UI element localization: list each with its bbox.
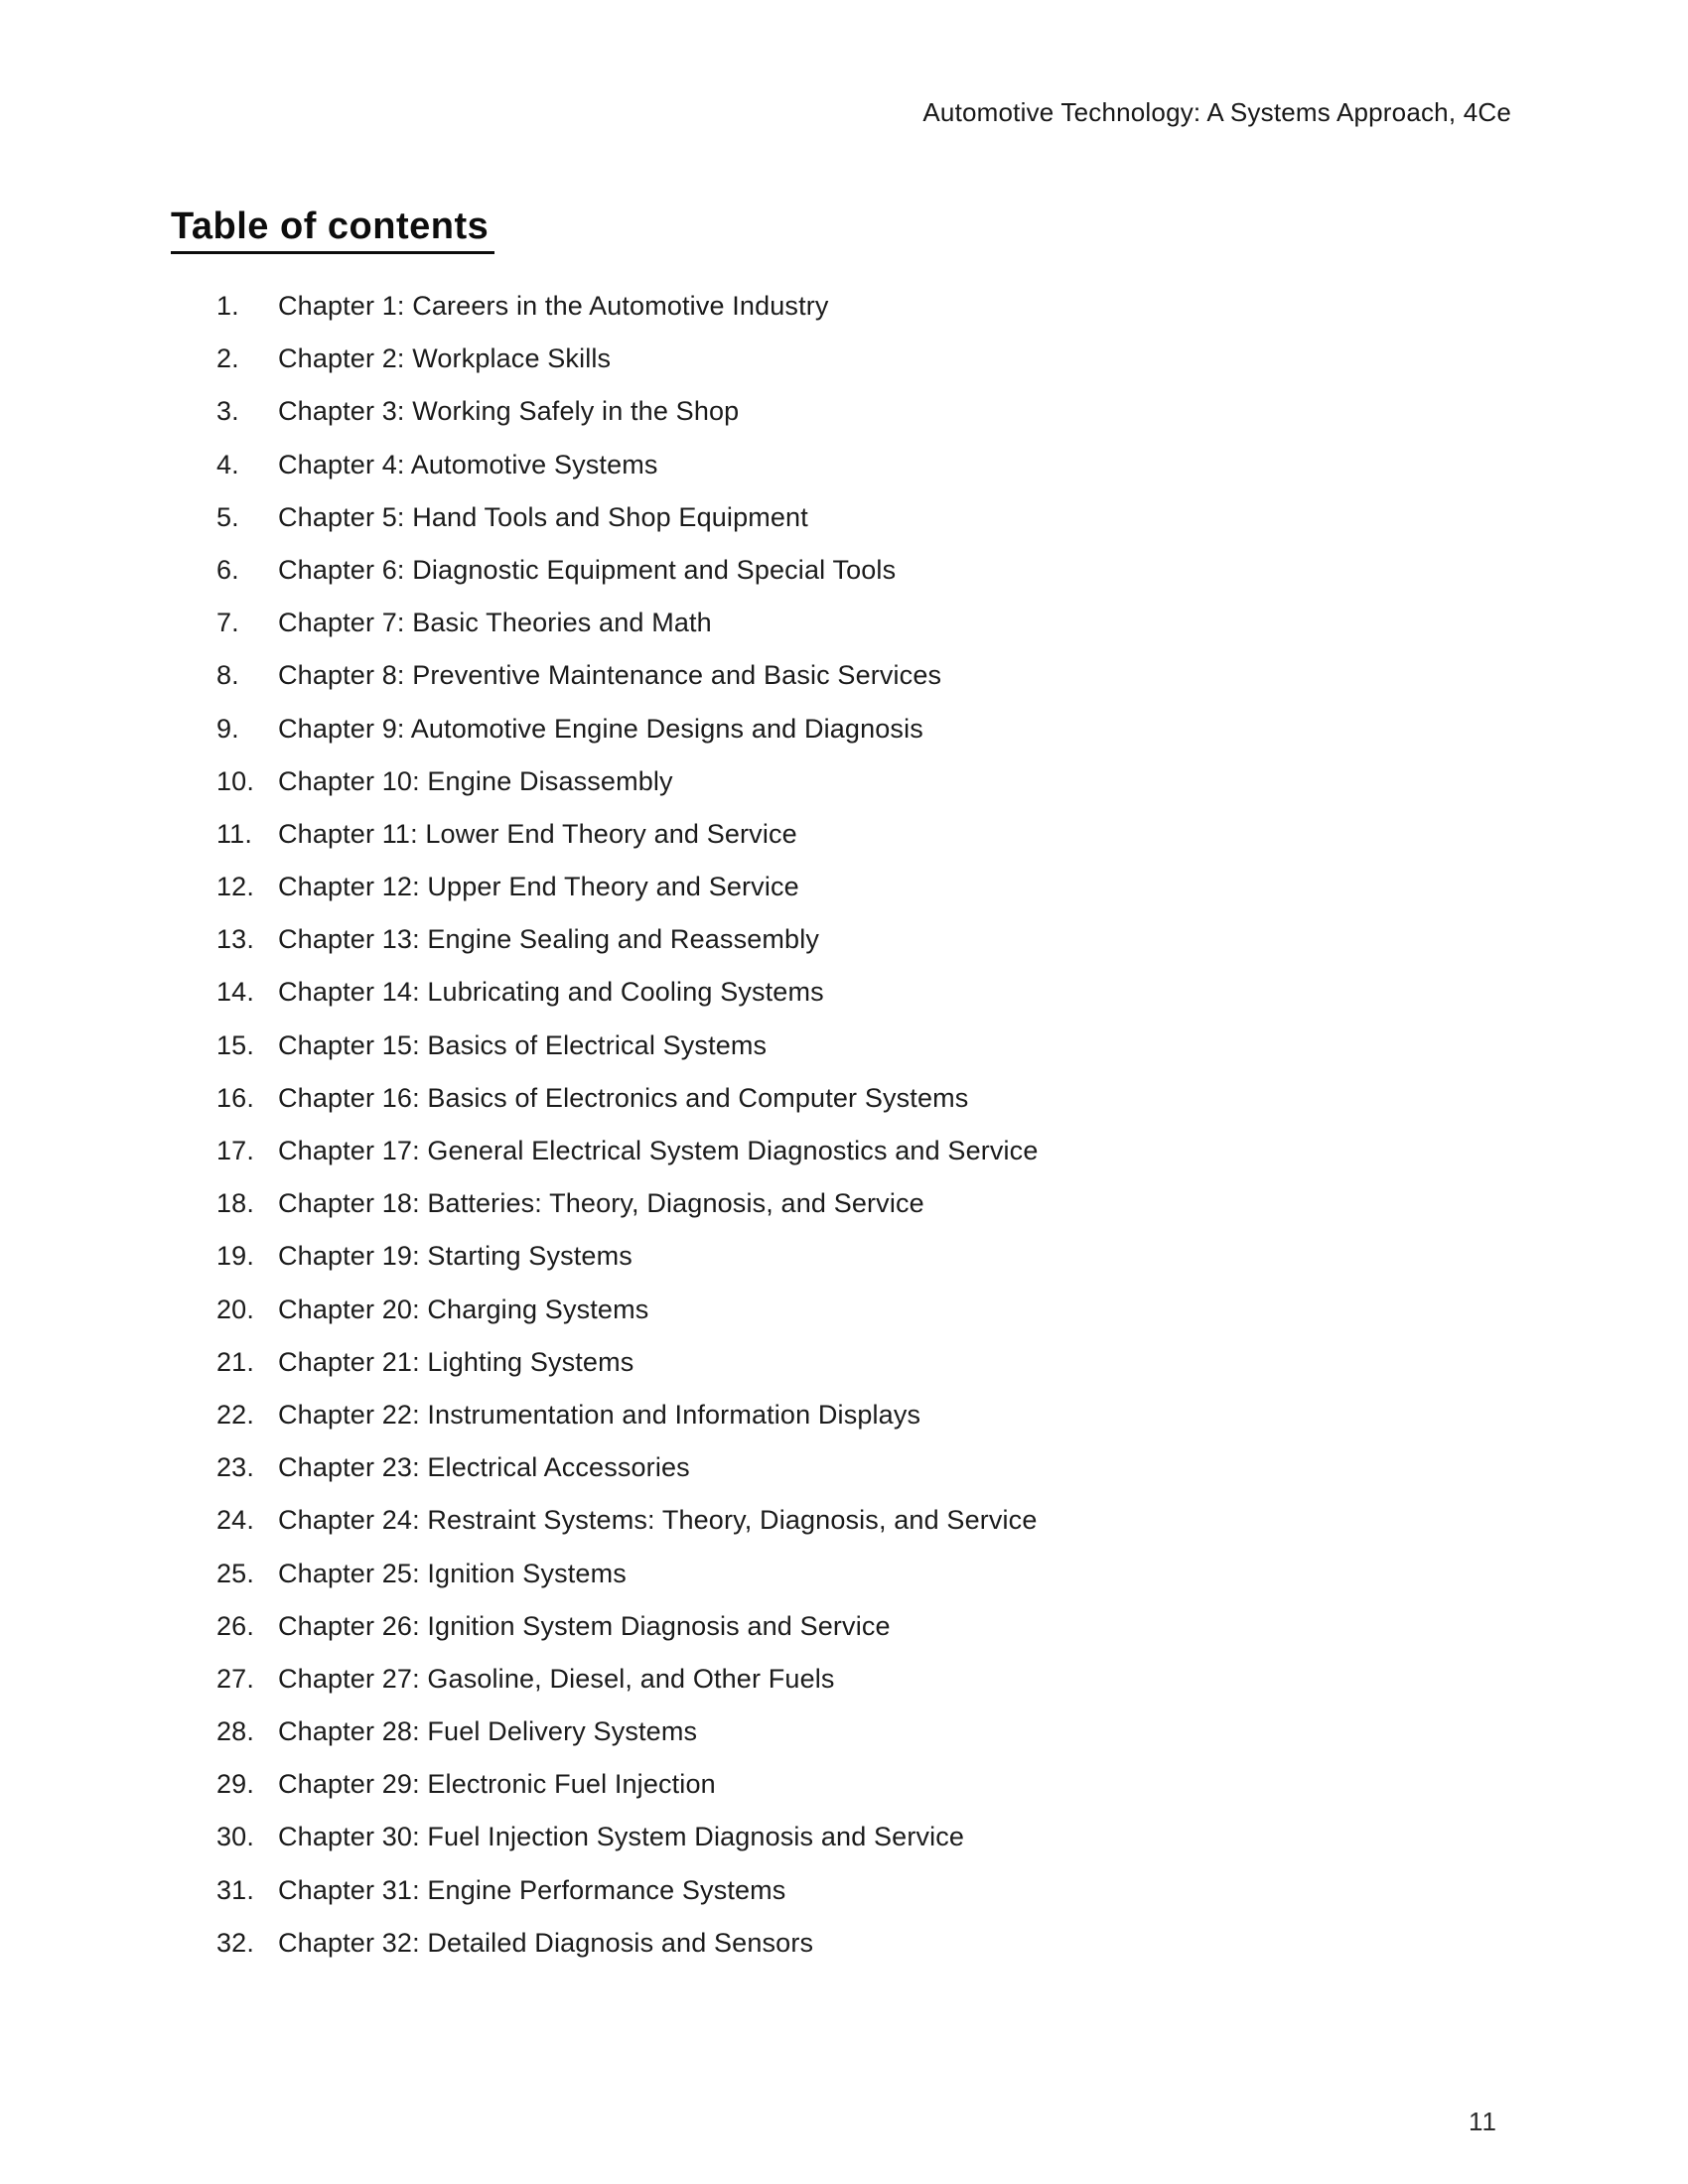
- toc-entry-label: Chapter 11: Lower End Theory and Service: [278, 818, 797, 849]
- toc-entry-label: Chapter 9: Automotive Engine Designs and Diagnosis: [278, 713, 923, 744]
- toc-entry[interactable]: [216, 501, 1527, 532]
- toc-entry-label: Chapter 16: Basics of Electronics and Computer Systems: [278, 1082, 969, 1113]
- toc-entry-number: 17.: [216, 1136, 254, 1165]
- toc-entry-label: Chapter 23: Electrical Accessories: [278, 1452, 690, 1483]
- toc-entry-number: 12.: [216, 872, 254, 902]
- toc-entry-number: 18.: [216, 1188, 254, 1219]
- toc-entry-label: Chapter 1: Careers in the Automotive Industry: [278, 291, 829, 321]
- toc-entry-number: 20.: [216, 1294, 254, 1324]
- toc-entry[interactable]: [216, 1029, 1527, 1060]
- toc-entry[interactable]: [216, 1663, 1527, 1694]
- toc-entry[interactable]: [216, 765, 1527, 796]
- toc-entry-number: 10.: [216, 765, 254, 796]
- toc-entry-number: 28.: [216, 1716, 254, 1747]
- toc-entry-number: 21.: [216, 1346, 254, 1377]
- toc-entry[interactable]: [216, 1718, 1527, 1745]
- toc-entry-label: Chapter 28: Fuel Delivery Systems: [278, 1716, 698, 1747]
- toc-entry-label: Chapter 20: Charging Systems: [278, 1294, 649, 1324]
- toc-entry[interactable]: [216, 1771, 1527, 1798]
- toc-entry[interactable]: [216, 449, 1527, 479]
- toc-entry-label: Chapter 7: Basic Theories and Math: [278, 608, 712, 638]
- toc-entry[interactable]: [216, 610, 1527, 636]
- toc-entry-label: Chapter 12: Upper End Theory and Service: [278, 872, 799, 902]
- toc-entry-number: 26.: [216, 1610, 254, 1641]
- toc-entry-number: 13.: [216, 924, 254, 955]
- toc-entry[interactable]: [216, 293, 1527, 320]
- toc-entry-label: Chapter 25: Ignition Systems: [278, 1558, 627, 1588]
- toc-entry-number: 9.: [216, 713, 239, 744]
- toc-entry[interactable]: [216, 874, 1527, 900]
- toc-entry-number: 3.: [216, 396, 239, 427]
- toc-entry[interactable]: [216, 1927, 1527, 1958]
- toc-entry-label: Chapter 30: Fuel Injection System Diagnosis and Service: [278, 1822, 965, 1852]
- toc-entry-number: 16.: [216, 1082, 254, 1113]
- toc-entry-label: Chapter 15: Basics of Electrical Systems: [278, 1029, 768, 1060]
- toc-entry-label: Chapter 14: Lubricating and Cooling Systems: [278, 977, 824, 1008]
- toc-entry[interactable]: [216, 979, 1527, 1006]
- toc-entry[interactable]: [216, 1610, 1527, 1641]
- toc-entry-label: Chapter 19: Starting Systems: [278, 1241, 633, 1272]
- toc-entry-number: 25.: [216, 1558, 254, 1588]
- toc-entry-number: 6.: [216, 554, 239, 585]
- toc-entry-label: Chapter 29: Electronic Fuel Injection: [278, 1769, 716, 1800]
- toc-entry[interactable]: [216, 1558, 1527, 1588]
- toc-entry-number: 30.: [216, 1822, 254, 1852]
- toc-entry-label: Chapter 4: Automotive Systems: [278, 449, 658, 479]
- toc-entry-number: 19.: [216, 1241, 254, 1272]
- running-header: Automotive Technology: A Systems Approach, 4Ce: [922, 97, 1511, 127]
- toc-entry-number: 1.: [216, 291, 239, 321]
- toc-entry-number: 31.: [216, 1874, 254, 1905]
- toc-entry[interactable]: [216, 1082, 1527, 1113]
- toc-entry[interactable]: [216, 818, 1527, 849]
- toc-entry[interactable]: [216, 554, 1527, 585]
- toc-entry-number: 32.: [216, 1927, 254, 1958]
- toc-entry[interactable]: [216, 1138, 1527, 1164]
- toc-entry-number: 11.: [216, 818, 252, 849]
- toc-entry[interactable]: [216, 1824, 1527, 1850]
- toc-entry[interactable]: [216, 662, 1527, 689]
- toc-entry-number: 8.: [216, 660, 239, 691]
- toc-entry-label: Chapter 8: Preventive Maintenance and Basic Services: [278, 660, 942, 691]
- toc-entry-label: Chapter 2: Workplace Skills: [278, 343, 612, 374]
- toc-entry[interactable]: [216, 345, 1527, 372]
- toc-entry[interactable]: [216, 1294, 1527, 1324]
- toc-entry[interactable]: [216, 926, 1527, 953]
- toc-entry-label: Chapter 31: Engine Performance Systems: [278, 1874, 786, 1905]
- toc-entry[interactable]: [216, 1346, 1527, 1377]
- toc-entry-label: Chapter 10: Engine Disassembly: [278, 765, 673, 796]
- table-of-contents-list: [216, 293, 1527, 1982]
- toc-entry-label: Chapter 17: General Electrical System Diagnostics and Service: [278, 1136, 1039, 1165]
- toc-entry-number: 15.: [216, 1029, 254, 1060]
- toc-entry[interactable]: [216, 713, 1527, 744]
- toc-entry-number: 2.: [216, 343, 239, 374]
- toc-entry-label: Chapter 5: Hand Tools and Shop Equipment: [278, 501, 808, 532]
- toc-entry[interactable]: [216, 398, 1527, 425]
- toc-entry-number: 22.: [216, 1399, 254, 1430]
- toc-entry-label: Chapter 6: Diagnostic Equipment and Special Tools: [278, 554, 897, 585]
- toc-entry-number: 27.: [216, 1663, 254, 1694]
- toc-entry[interactable]: [216, 1454, 1527, 1481]
- toc-entry-number: 29.: [216, 1769, 254, 1800]
- toc-entry[interactable]: [216, 1874, 1527, 1905]
- toc-entry-label: Chapter 21: Lighting Systems: [278, 1346, 634, 1377]
- toc-entry-label: Chapter 3: Working Safely in the Shop: [278, 396, 740, 427]
- toc-entry-label: Chapter 26: Ignition System Diagnosis and Service: [278, 1610, 891, 1641]
- toc-entry[interactable]: [216, 1243, 1527, 1270]
- toc-entry-label: Chapter 13: Engine Sealing and Reassembly: [278, 924, 819, 955]
- toc-entry-label: Chapter 22: Instrumentation and Information Displays: [278, 1399, 921, 1430]
- toc-entry-number: 24.: [216, 1505, 254, 1536]
- page-number: 11: [1469, 2107, 1497, 2136]
- toc-entry[interactable]: [216, 1190, 1527, 1217]
- toc-entry-number: 14.: [216, 977, 254, 1008]
- toc-entry-label: Chapter 24: Restraint Systems: Theory, Diagnosis, and Service: [278, 1505, 1038, 1536]
- toc-entry-number: 7.: [216, 608, 239, 638]
- toc-entry-number: 23.: [216, 1452, 254, 1483]
- toc-entry-label: Chapter 32: Detailed Diagnosis and Sensors: [278, 1927, 814, 1958]
- toc-entry[interactable]: [216, 1399, 1527, 1430]
- toc-entry[interactable]: [216, 1507, 1527, 1534]
- toc-entry-number: 5.: [216, 501, 239, 532]
- toc-entry-label: Chapter 27: Gasoline, Diesel, and Other Fuels: [278, 1663, 835, 1694]
- page-title: Table of contents: [171, 205, 494, 254]
- toc-entry-label: Chapter 18: Batteries: Theory, Diagnosis, and Service: [278, 1188, 924, 1219]
- toc-entry-number: 4.: [216, 449, 239, 479]
